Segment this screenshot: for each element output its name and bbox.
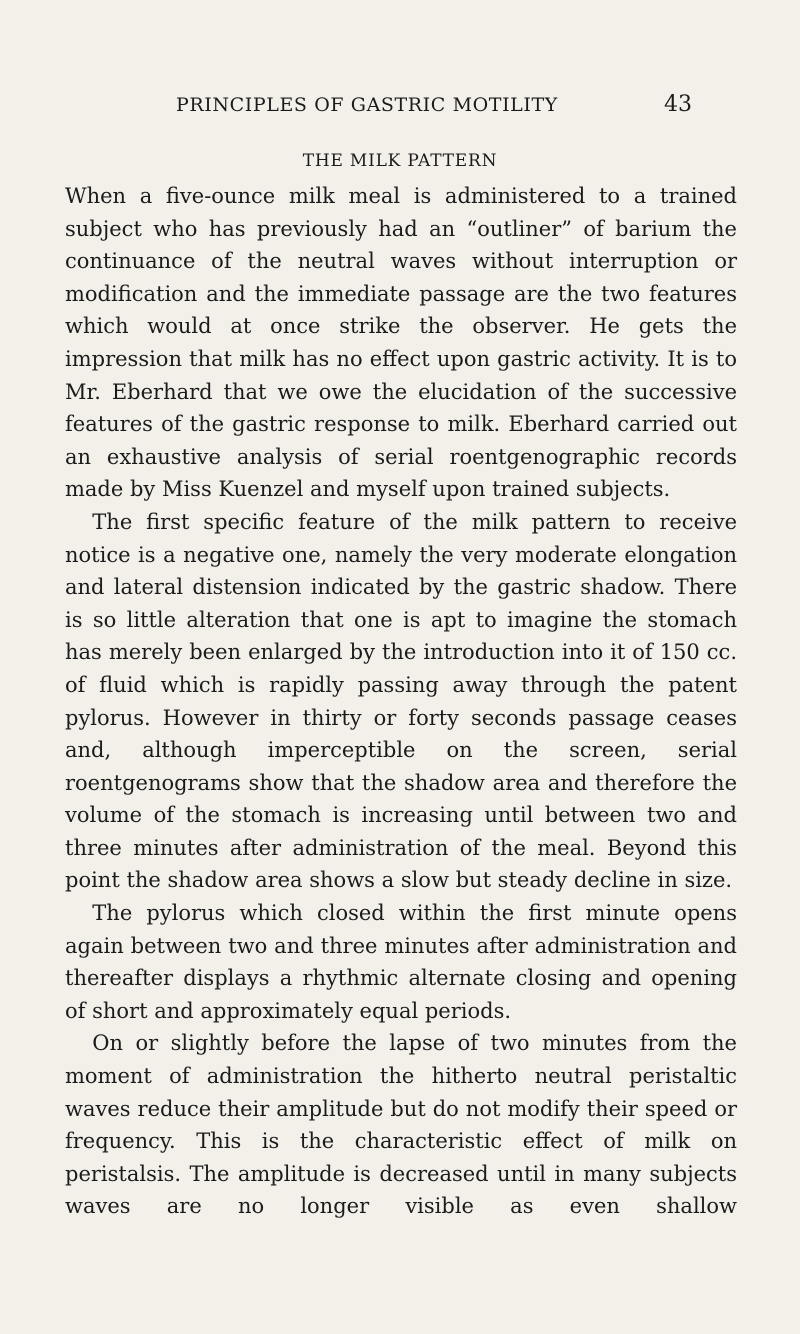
running-title: PRINCIPLES OF GASTRIC MOTILITY [176,94,558,116]
body-text [65,180,737,1223]
page-number: 43 [664,92,692,117]
running-head [176,92,692,117]
paragraph-1: When a five-ounce milk meal is administered to a trained subject who has previously had an “outliner” of barium the continuance of the neutral waves without interruption or modification and the immediate passage are the two features which would at once strike the observer. He gets the impression that milk has no effect upon gastric activity. It is to Mr. Eberhard that we owe the elucidation of the successive features of the gastric response to milk. Eberhard carried out an exhaustive analysis of serial roentgenographic records made by Miss Kuenzel and myself upon trained subjects. [65,184,737,502]
paragraph-4: On or slightly before the lapse of two minutes from the moment of administration the hitherto neutral peristaltic waves reduce their amplitude but do not modify their speed or frequency. This is the characteristic effect of milk on peristalsis. The amplitude is decreased until in many subjects waves are no longer visible as even shallow [65,1031,737,1219]
section-title: THE MILK PATTERN [302,151,498,171]
paragraph-2: The first specific feature of the milk pattern to receive notice is a negative one, namely the very moderate elongation and lateral distension indicated by the gastric shadow. There is so little alteration that one is apt to imagine the stomach has merely been enlarged by the introduction into it of 150 cc. of fluid which is rapidly passing away through the patent pylorus. However in thirty or forty seconds passage ceases and, although imperceptible on the screen, serial roentgenograms show that the shadow area and therefore the volume of the stomach is increasing until between two and three minutes after administration of the meal. Beyond this point the shadow area shows a slow but steady decline in size. [65,509,737,893]
paragraph-3: The pylorus which closed within the first minute opens again between two and three minutes after administration and thereafter displays a rhythmic alternate closing and opening of short and approximately equal periods. [65,901,737,1023]
